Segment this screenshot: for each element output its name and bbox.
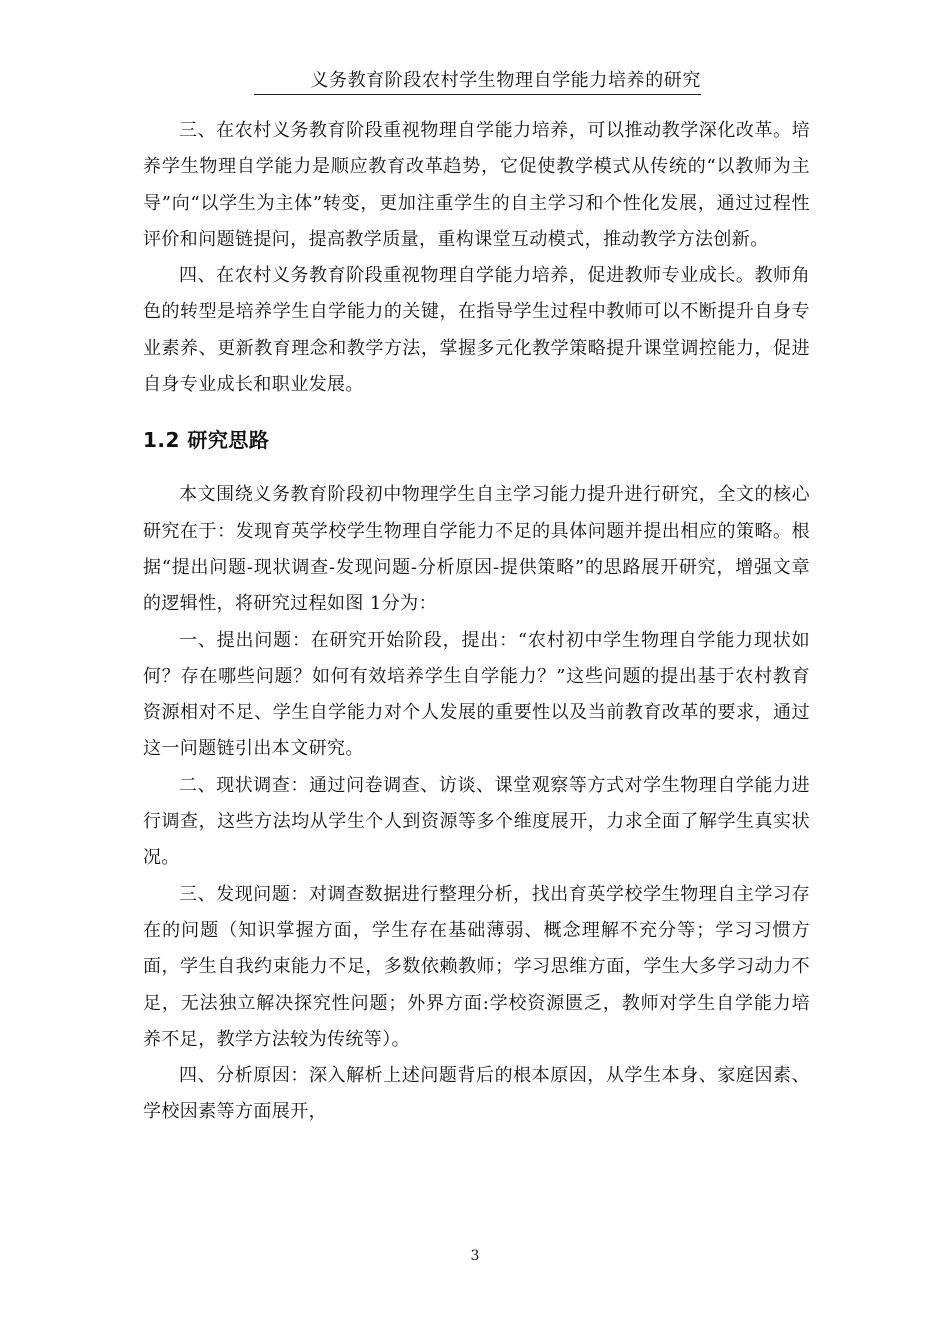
- header-rule: [254, 94, 701, 95]
- paragraph-step-analyze-causes: 四、分析原因：深入解析上述问题背后的根本原因，从学生本身、家庭因素、学校因素等方面展开，: [143, 1065, 810, 1123]
- paragraph-reform: 三、在农村义务教育阶段重视物理自学能力培养，可以推动教学深化改革。培养学生物理自学能力是顺应教育改革趋势，它促使教学模式从传统的“以教师为主导”向“以学生为主体”转变，更加注重学生的自主学习和个性化发展，通过过程性评价和问题链提问，提高教学质量，重构课堂互动模式，推动教学方法创新。: [143, 120, 810, 250]
- running-header-title: 义务教育阶段农村学生物理自学能力培养的研究: [310, 70, 701, 91]
- page-number: 3: [470, 1248, 480, 1264]
- paragraph-research-overview: 本文围绕义务教育阶段初中物理学生自主学习能力提升进行研究，全文的核心研究在于：发现育英学校学生物理自学能力不足的具体问题并提出相应的策略。根据“提出问题-现状调查-发现问题-分析原因-提供策略”的思路展开研究，增强文章的逻辑性，将研究过程如图 1分为：: [143, 484, 810, 615]
- section-heading: 1.2 研究思路: [143, 428, 270, 453]
- paragraph-step-survey: 二、现状调查：通过问卷调查、访谈、课堂观察等方式对学生物理自学能力进行调查，这些方法均从学生个人到资源等多个维度展开，力求全面了解学生真实状况。: [143, 774, 810, 869]
- body-text: [143, 113, 810, 1131]
- paragraph-step-find-problems: 三、发现问题：对调查数据进行整理分析，找出育英学校学生物理自主学习存在的问题（知识掌握方面，学生存在基础薄弱、概念理解不充分等；学习习惯方面，学生自我约束能力不足，多数依赖教师；学习思维方面，学生大多学习动力不足，无法独立解决探究性问题；外界方面:学校资源匮乏，教师对学生自学能力培养不足，教学方法较为传统等）。: [143, 883, 810, 1050]
- paragraph-step-raise-question: 一、提出问题：在研究开始阶段，提出：“农村初中学生物理自学能力现状如何？存在哪些问题？如何有效培养学生自学能力？”这些问题的提出基于农村教育资源相对不足、学生自学能力对个人发展的重要性以及当前教育改革的要求，通过这一问题链引出本文研究。: [143, 629, 810, 760]
- paragraph-teacher-growth: 四、在农村义务教育阶段重视物理自学能力培养，促进教师专业成长。教师角色的转型是培养学生自学能力的关键，在指导学生过程中教师可以不断提升自身专业素养、更新教育理念和教学方法，掌握多元化教学策略提升课堂调控能力，促进自身专业成长和职业发展。: [143, 265, 810, 396]
